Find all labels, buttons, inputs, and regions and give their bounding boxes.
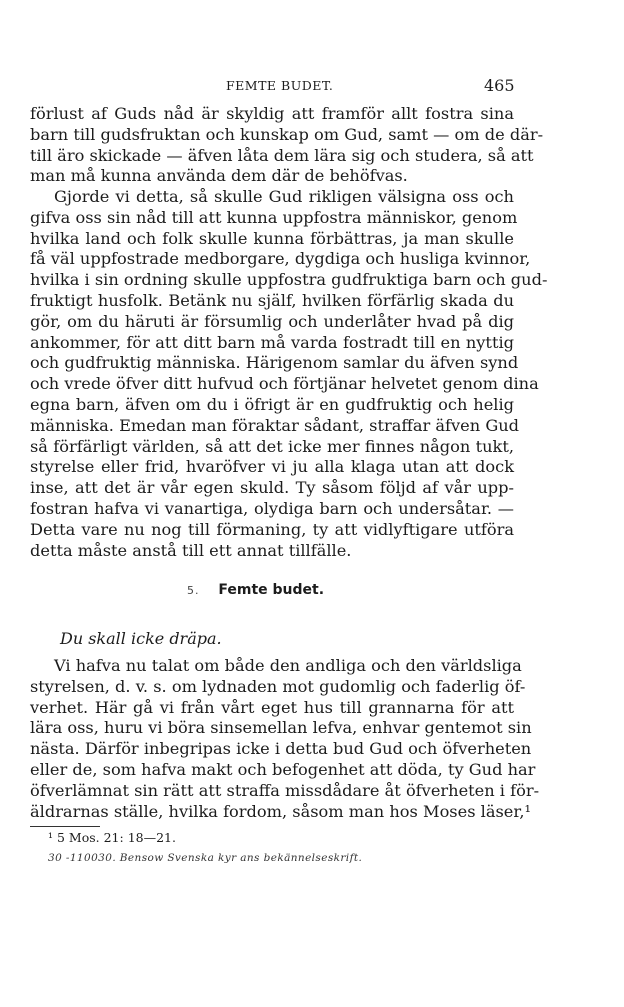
- paragraph: [30, 656, 540, 822]
- text-line: Detta vare nu nog till förmaning, ty att vidlyftigare utföra: [30, 519, 514, 539]
- footnote: ¹ 5 Mos. 21: 18—21.: [48, 830, 176, 845]
- text-line: få väl uppfostrade medborgare, dygdiga och husliga kvinnor,: [30, 249, 531, 269]
- section-heading: [187, 582, 324, 598]
- text-line: hvilka land och folk skulle kunna förbättras, ja man skulle: [30, 228, 514, 248]
- text-line: lära oss, huru vi böra sinsemellan lefva, enhvar gentemot sin: [30, 718, 532, 738]
- running-title: FEMTE BUDET.: [226, 78, 334, 93]
- text-line: äldrarnas ställe, hvilka fordom, såsom man hos Moses läser,¹: [30, 801, 531, 821]
- text-line: egna barn, äfven om du i öfrigt är en gudfruktig och helig: [30, 394, 514, 414]
- text-line: hvilka i sin ordning skulle uppfostra gudfruktiga barn och gud-: [30, 270, 548, 290]
- text-line: verhet. Här gå vi från vårt eget hus till grannarna för att: [30, 697, 514, 717]
- paragraph: [30, 187, 548, 561]
- text-line: förlust af Guds nåd är skyldig att framför allt fostra sina: [30, 104, 514, 123]
- text-line: gör, om du häruti är försumlig och underlåter hvad på dig: [30, 311, 514, 331]
- text-line: Vi hafva nu talat om både den andliga och den världsliga: [54, 656, 522, 675]
- section-mark: 5.: [187, 584, 200, 597]
- text-line: öfverlämnat sin rätt att straffa missdådare åt öfverheten i för-: [30, 780, 540, 800]
- text-line: gifva oss sin nåd till att kunna uppfostra människor, genom: [30, 207, 518, 227]
- text-line: fostran hafva vi vanartiga, olydiga barn och undersåtar. —: [30, 498, 514, 518]
- text-line: ankommer, för att ditt barn må varda fostradt till en nyttig: [30, 332, 514, 352]
- page-number: 465: [484, 76, 515, 95]
- text-line: detta måste anstå till ett annat tillfälle.: [30, 540, 352, 560]
- text-line: barn till gudsfruktan och kunskap om Gud, samt — om de där-: [30, 124, 544, 144]
- text-line: människa. Emedan man föraktar sådant, straffar äfven Gud: [30, 415, 520, 435]
- text-line: och vrede öfver ditt hufvud och förtjänar helvetet genom dina: [30, 374, 539, 394]
- text-line: nästa. Därför inbegripas icke i detta bud Gud och öfverheten: [30, 739, 532, 759]
- text-line: eller de, som hafva makt och befogenhet att döda, ty Gud har: [30, 759, 536, 779]
- paragraph-continuation: [30, 104, 544, 187]
- commandment-text: Du skall icke dräpa.: [60, 629, 222, 648]
- text-line: fruktigt husfolk. Betänk nu själf, hvilken förfärlig skada du: [30, 290, 514, 310]
- text-line: Gjorde vi detta, så skulle Gud rikligen välsigna oss och: [54, 187, 514, 206]
- text-line: man må kunna använda dem där de behöfvas.: [30, 166, 408, 186]
- section-title: Femte budet.: [218, 582, 325, 598]
- footnote-divider: [30, 826, 100, 827]
- text-line: styrelsen, d. v. s. om lydnaden mot gudomlig och faderlig öf-: [30, 676, 526, 696]
- text-line: till äro skickade — äfven låta dem lära sig och studera, så att: [30, 145, 534, 165]
- text-line: inse, att det är vår egen skuld. Ty såsom följd af vår upp-: [30, 478, 514, 498]
- text-line: så förfärligt världen, så att det icke mer finnes någon tukt,: [30, 436, 514, 456]
- text-line: och gudfruktig människa. Härigenom samlar du äfven synd: [30, 353, 519, 373]
- printer-signature: 30 -110030. Bensow Svenska kyr ans bekännelseskrift.: [48, 852, 363, 864]
- text-line: styrelse eller frid, hvaröfver vi ju alla klaga utan att dock: [30, 457, 514, 477]
